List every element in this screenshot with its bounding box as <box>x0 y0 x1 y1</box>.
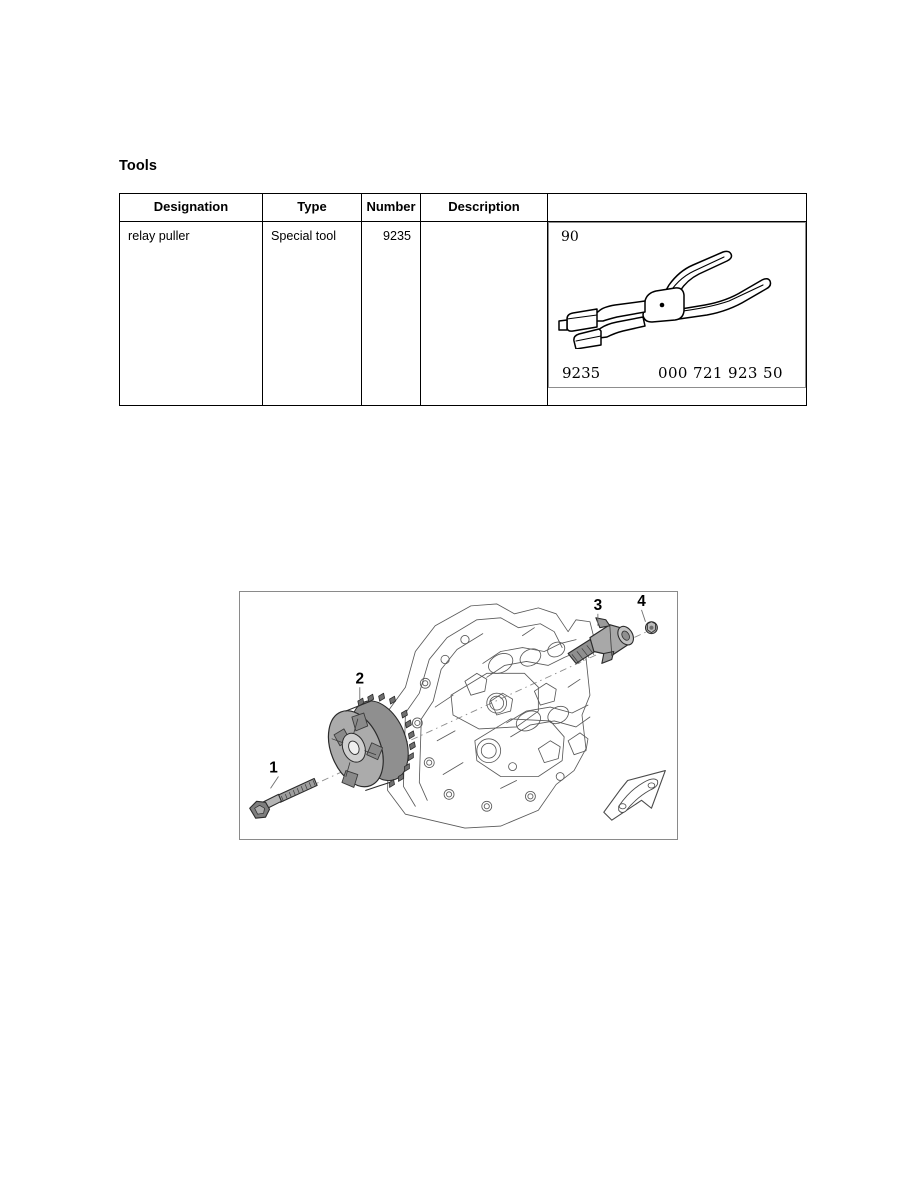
exploded-view-diagram <box>239 591 678 840</box>
part-1-camshaft-adjuster-bolt <box>250 778 317 818</box>
tool-figure-caption <box>549 366 805 381</box>
callout-label-3: 3 <box>593 596 603 614</box>
column-header-type: Type <box>263 194 362 222</box>
cell-number-value: 9235 <box>382 229 411 243</box>
column-header-designation: Designation <box>120 194 263 222</box>
tool-figure-part-number: 000 721 923 50 <box>658 364 783 382</box>
cell-type-value: Special tool <box>271 229 337 243</box>
tools-table-header-row <box>120 194 807 222</box>
relay-puller-pliers-icon <box>549 241 805 349</box>
tool-figure-index-label: 90 <box>561 229 579 245</box>
cell-number <box>362 222 421 406</box>
cell-description-value <box>421 222 547 229</box>
part-4-solenoid-retaining-bolt <box>645 622 657 634</box>
callout-leader-lines <box>271 610 646 789</box>
part-3-camshaft-solenoid-actuator <box>568 618 637 664</box>
cell-designation <box>120 222 263 406</box>
column-header-number: Number <box>362 194 421 222</box>
page-section-heading: Tools <box>119 158 158 174</box>
cylinder-head-outline <box>388 604 594 828</box>
cell-type <box>263 222 362 406</box>
callout-label-2: 2 <box>355 670 365 688</box>
table-row <box>120 222 807 406</box>
cell-description <box>421 222 548 406</box>
cell-designation-value: relay puller <box>128 229 190 243</box>
column-header-image <box>548 194 807 222</box>
callout-label-4: 4 <box>637 592 646 610</box>
callout-label-1: 1 <box>269 759 278 777</box>
column-header-description: Description <box>421 194 548 222</box>
tool-figure-tool-number: 9235 <box>562 364 601 382</box>
tool-illustration-panel <box>548 222 806 388</box>
tools-table <box>119 193 807 406</box>
camshaft-adjuster-exploded-illustration <box>240 592 677 839</box>
cell-tool-image <box>548 222 807 406</box>
vehicle-direction-arrow-icon <box>604 771 666 821</box>
